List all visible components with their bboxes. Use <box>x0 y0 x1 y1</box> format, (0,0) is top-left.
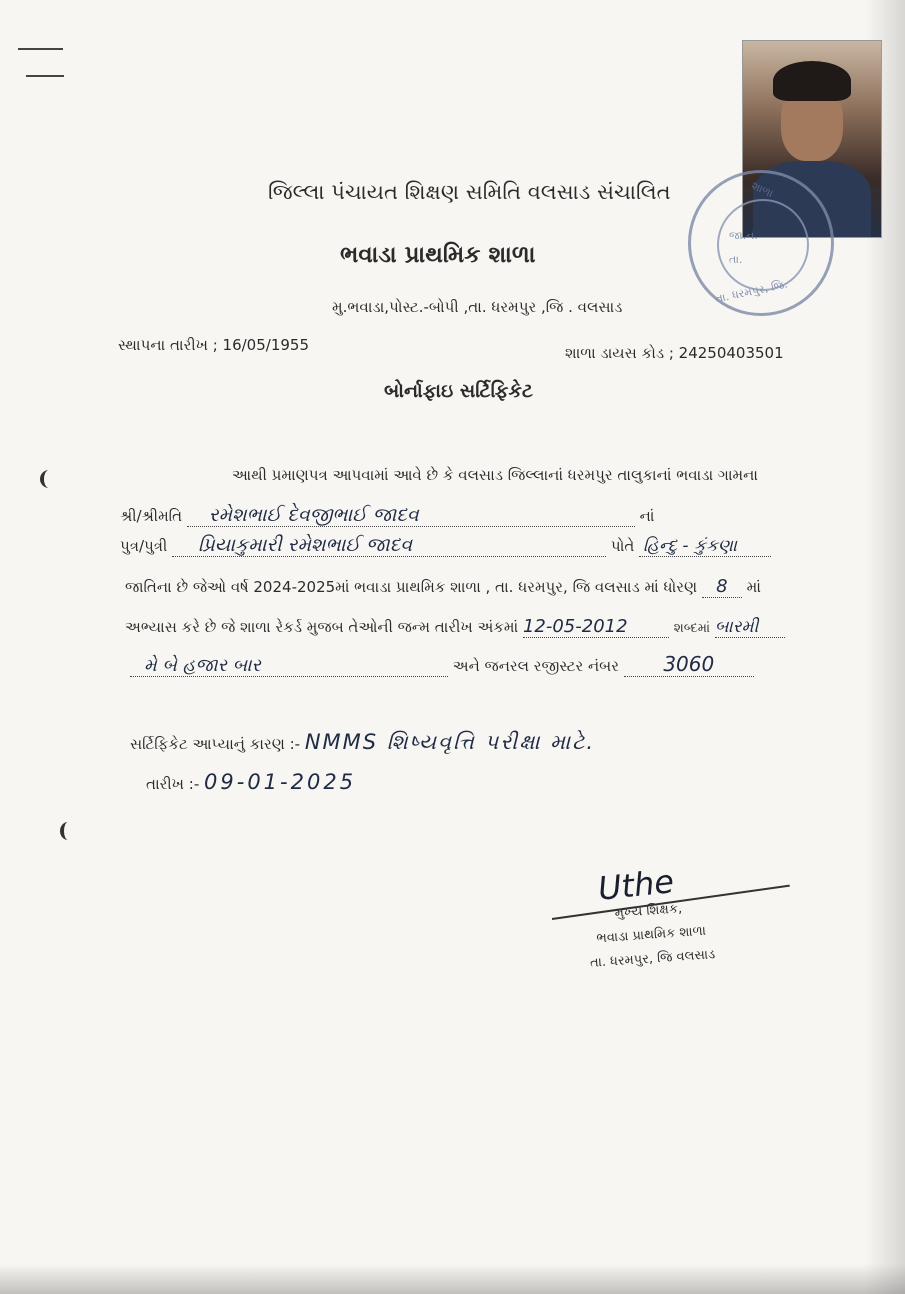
year-std-text: જાતિના છે જેઓ વર્ષ 2024-2025માં ભવાડા પ્રાથમિક શાળા , તા. ધરમપુર, જિ વલસાડ માં ધોરણ <box>125 578 698 596</box>
date-row <box>146 770 356 794</box>
dob-words-field-2 <box>130 655 448 677</box>
dise-code: શાળા ડાયસ કોડ ; 24250403501 <box>565 344 784 362</box>
established-date: સ્થાપના તારીખ ; 16/05/1955 <box>118 336 309 354</box>
scan-bottom-shadow <box>0 1264 905 1294</box>
punch-hole-mark <box>40 470 58 488</box>
std-value: 8 <box>716 576 728 597</box>
caste-field <box>639 536 771 557</box>
dob-digits: 12-05-2012 <box>522 616 628 637</box>
stamp-line-2: તા. <box>729 253 743 266</box>
dob-row <box>125 616 785 638</box>
headmaster-signature: Uthe <box>596 862 676 908</box>
punch-hole-mark <box>60 822 76 840</box>
child-name: પ્રિયાકુમારી રમેશભાઈ જાદવ <box>198 534 413 556</box>
parent-name: રમેશભાઈ દેવજીભાઈ જાદવ <box>208 504 419 526</box>
dob-words-2: મે બે હજાર બાર <box>144 655 261 676</box>
sign-title: મુખ્ય શિક્ષક, <box>614 901 683 922</box>
child-name-field <box>172 534 606 557</box>
dob-intro: અભ્યાસ કરે છે જે શાળા રેકર્ડ મુજબ તેઓની જન્મ તારીખ અંકમાં <box>125 618 519 636</box>
dob-digits-field <box>523 616 669 638</box>
parent-row <box>120 504 654 527</box>
register-number: 3060 <box>663 652 715 676</box>
sign-school: ભવાડા પ્રાથમિક શાળા <box>595 923 707 947</box>
child-row <box>120 534 771 557</box>
stamp-top-text: શાળા <box>749 178 776 201</box>
std-field <box>702 576 742 598</box>
reason-row <box>130 730 595 755</box>
stamp-inner-ring <box>717 199 809 291</box>
date-label: તારીખ :- <box>146 775 200 793</box>
parent-suffix: નાં <box>639 507 655 525</box>
intro-line: આથી પ્રમાણપત્ર આપવામાં આવે છે કે વલસાડ જિલ્લાનાં ધરમપુર તાલુકાનાં ભવાડા ગામના <box>232 466 758 484</box>
reason-value: NMMS શિષ્યવૃત્તિ પરીક્ષા માટે. <box>304 730 596 754</box>
register-label: અને જનરલ રજીસ્ટર નંબર <box>452 657 619 675</box>
reason-label: સર્ટિફિકેટ આપ્યાનું કારણ :- <box>130 735 301 753</box>
margin-mark <box>26 75 64 77</box>
caste-label: પોતે <box>610 537 635 555</box>
child-label: પુત્ર/પુત્રી <box>120 537 168 555</box>
year-std-row <box>125 576 761 598</box>
register-row <box>130 652 754 677</box>
managed-by-line: જિલ્લા પંચાયત શિક્ષણ સમિતિ વલસાડ સંચાલિત <box>268 180 671 204</box>
caste-value: હિન્દુ - કુંકણા <box>643 536 737 556</box>
margin-mark <box>18 48 63 50</box>
parent-label: શ્રી/શ્રીમતિ <box>120 507 183 525</box>
certificate-title: બોર્નાફાઇ સર્ટિફિકેટ <box>384 380 533 402</box>
date-value: 09-01-2025 <box>204 770 357 794</box>
school-address: મુ.ભવાડા,પોસ્ટ.-બોપી ,તા. ધરમપુર ,જિ . વલસાડ <box>332 298 623 316</box>
sign-place: તા. ધરમપુર, જિ વલસાડ <box>589 947 716 971</box>
register-field <box>624 652 754 677</box>
dob-words-field <box>715 617 785 638</box>
school-stamp <box>688 170 834 316</box>
school-name: ભવાડા પ્રાથમિક શાળા <box>340 242 536 268</box>
dob-words-label: શબ્દમાં <box>673 621 711 636</box>
std-suffix: માં <box>746 578 761 596</box>
parent-name-field <box>187 504 635 527</box>
dob-words-1: બારમી <box>714 617 759 637</box>
stamp-line-1: જા.નં. <box>729 229 758 242</box>
stamp-bottom-text: તા. ધરમપુર, જિ. <box>714 277 789 306</box>
sign-block <box>586 895 716 976</box>
